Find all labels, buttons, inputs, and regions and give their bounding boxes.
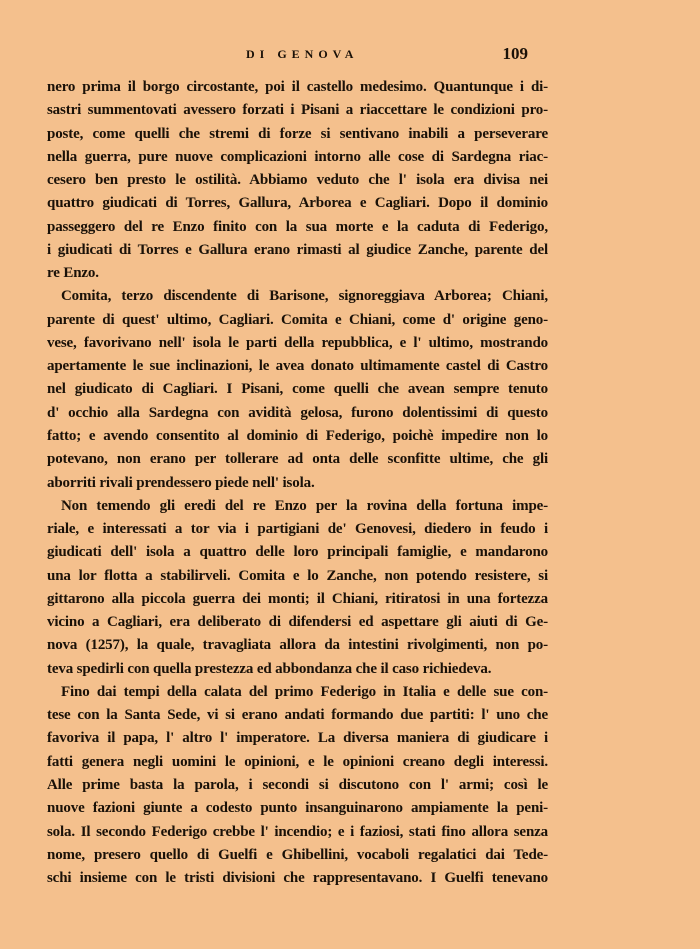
text-line: sola. Il secondo Federigo crebbe l' incendio; e i faziosi, stati fino allora senza (47, 823, 548, 840)
text-line: vicino a Cagliari, era deliberato di difendersi ed aspettare gli aiuti di Ge- (47, 614, 548, 631)
text-line: passeggero del re Enzo finito con la sua morte e la caduta di Federigo, (47, 218, 548, 235)
text-line: d' occhio alla Sardegna con avidità gelosa, furono dolentissimi di questo (47, 404, 548, 421)
text-line: nero prima il borgo circostante, poi il castello medesimo. Quantunque i di- (47, 79, 548, 95)
text-line: Alle prime basta la parola, i secondi si discutono con l' armi; così le (47, 776, 548, 793)
text-line: apertamente le sue inclinazioni, le avea donato ultimamente castel di Castro (47, 358, 548, 375)
text-line: nuove fazioni giunte a codesto punto insanguinarono ampiamente la peni- (47, 800, 548, 817)
text-line: sastri summentovati avessero forzati i Pisani a riaccettare le condizioni pro- (47, 102, 548, 119)
text-line: Non temendo gli eredi del re Enzo per la rovina della fortuna impe- (61, 497, 548, 514)
text-line: nel giudicato di Cagliari. I Pisani, come quelli che avean sempre tenuto (47, 381, 548, 398)
body-text (47, 76, 548, 890)
text-line: Comita, terzo discendente di Barisone, signoreggiava Arborea; Chiani, (61, 288, 548, 305)
page-number: 109 (502, 44, 528, 63)
text-line: Fino dai tempi della calata del primo Federigo in Italia e delle sue con- (61, 683, 548, 700)
text-line: i giudicati di Torres e Gallura erano rimasti al giudice Zanche, parente del (47, 241, 548, 258)
running-title: DI GENOVA (246, 47, 359, 61)
text-line: nova (1257), la quale, travagliata allora da intestini rivolgimenti, non po- (47, 637, 548, 654)
text-line: vese, favorivano nell' isola le parti della repubblica, e l' ultimo, mostrando (47, 334, 548, 351)
text-line: potevano, non erano per tollerare ad onta delle sconfitte ultime, che gli (47, 451, 548, 468)
text-line: nome, presero quello di Guelfi e Ghibellini, vocaboli regalatici dai Tede- (47, 846, 548, 863)
text-line: riale, e interessati a tor via i partigiani de' Genovesi, diedero in feudo i (47, 521, 548, 538)
text-line: quattro giudicati di Torres, Gallura, Arborea e Cagliari. Dopo il dominio (47, 195, 548, 212)
text-line: tese con la Santa Sede, vi si erano andati formando due partiti: l' uno che (47, 707, 548, 724)
text-line: fatto; e avendo consentito al dominio di Federigo, poichè impedire non lo (47, 427, 548, 444)
text-line: schi insieme con le tristi divisioni che rappresentavano. I Guelfi tenevano (47, 870, 548, 887)
text-line: favoriva il papa, l' altro l' imperatore. La diversa maniera di giudicare i (47, 730, 548, 747)
text-line: cesero ben presto le ostilità. Abbiamo veduto che l' isola era divisa nei (47, 172, 548, 189)
text-line: poste, come quelli che stremi di forze si sentivano inabili a perseverare (47, 125, 548, 142)
text-line: nella guerra, pure nuove complicazioni intorno alle cose di Sardegna riac- (47, 148, 548, 165)
text-line: parente di quest' ultimo, Cagliari. Comita e Chiani, come d' origine geno- (47, 311, 548, 328)
text-line: aborriti rivali prendessero piede nell' isola. (47, 474, 315, 491)
text-line: giudicati dell' isola a quattro delle loro principali famiglie, e mandarono (47, 544, 548, 561)
text-line: una lor flotta a stabilirveli. Comita e lo Zanche, non potendo resistere, si (47, 567, 548, 584)
text-line: gittarono alla piccola guerra dei monti; il Chiani, ritiratosi in una fortezza (47, 590, 548, 607)
text-line: fatti genera negli uomini le opinioni, e le opinioni creano degli interessi. (47, 753, 548, 770)
text-line: teva spedirli con quella prestezza ed abbondanza che il caso richiedeva. (47, 660, 492, 677)
running-header (0, 44, 700, 68)
text-line: re Enzo. (47, 265, 99, 282)
